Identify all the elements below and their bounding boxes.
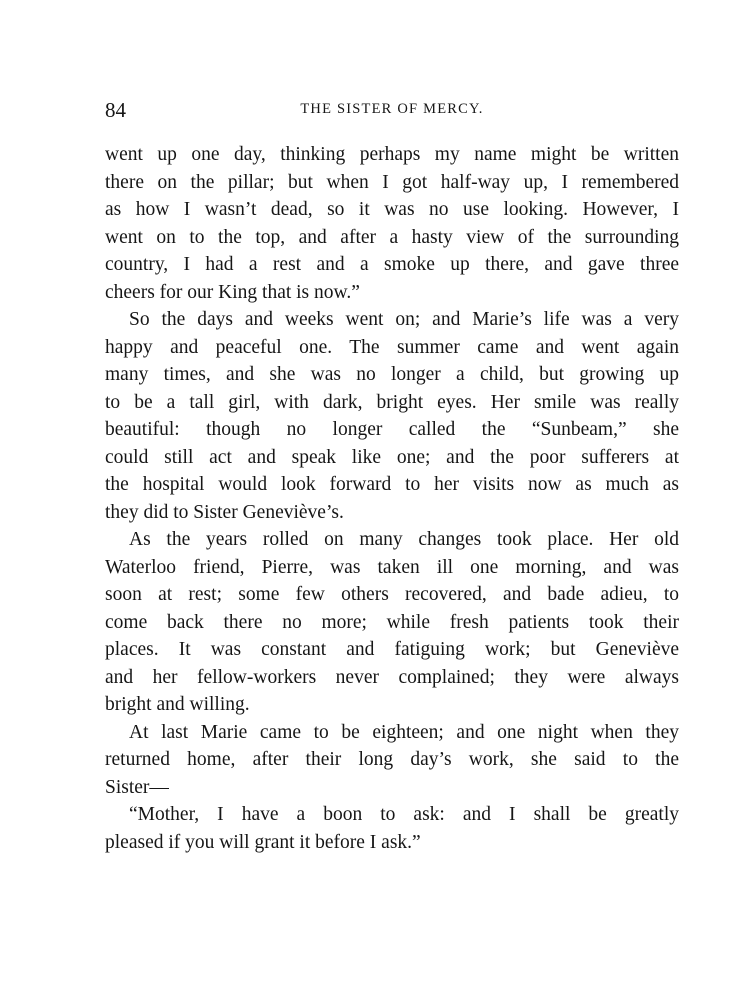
text-line: they did to Sister Geneviève’s.	[105, 501, 344, 523]
text-line: Sister—	[105, 776, 169, 798]
text-line: went on to the top, and after a hasty view of the surrounding	[105, 226, 679, 248]
text-line: went up one day, thinking perhaps my name might be written	[105, 144, 679, 165]
text-line: to be a tall girl, with dark, bright eyes. Her smile was really	[105, 391, 679, 413]
text-line: returned home, after their long day’s work, she said to the	[105, 749, 679, 770]
text-line: soon at rest; some few others recovered, and bade adieu, to	[105, 584, 679, 605]
text-line: there on the pillar; but when I got half-way up, I remembered	[105, 171, 679, 193]
text-line: come back there no more; while fresh patients took their	[105, 611, 679, 633]
text-line: happy and peaceful one. The summer came and went again	[105, 336, 679, 358]
text-line: “Mother, I have a boon to ask: and I shall be greatly	[129, 804, 679, 825]
page-number: 84	[105, 98, 126, 122]
text-line: As the years rolled on many changes took place. Her old	[129, 529, 679, 550]
running-title: THE SISTER OF MERCY.	[300, 101, 484, 117]
text-line: At last Marie came to be eighteen; and one night when they	[129, 721, 679, 743]
text-line: as how I wasn’t dead, so it was no use looking. However, I	[105, 199, 679, 220]
text-line: pleased if you will grant it before I ask.”	[105, 831, 421, 853]
text-line: Waterloo friend, Pierre, was taken ill one morning, and was	[105, 556, 679, 578]
text-line: many times, and she was no longer a child, but growing up	[105, 364, 679, 385]
text-line: cheers for our King that is now.”	[105, 281, 360, 303]
text-line: bright and willing.	[105, 694, 250, 715]
text-line: places. It was constant and fatiguing work; but Geneviève	[105, 639, 679, 660]
text-line: So the days and weeks went on; and Marie’s life was a very	[129, 309, 679, 330]
body-text	[105, 141, 679, 856]
text-line: could still act and speak like one; and the poor sufferers at	[105, 446, 679, 468]
text-line: beautiful: though no longer called the “Sunbeam,” she	[105, 419, 679, 440]
page-header	[105, 98, 679, 126]
text-line: and her fellow-workers never complained; they were always	[105, 666, 679, 688]
text-line: the hospital would look forward to her visits now as much as	[105, 474, 679, 495]
text-line: country, I had a rest and a smoke up there, and gave three	[105, 254, 679, 275]
